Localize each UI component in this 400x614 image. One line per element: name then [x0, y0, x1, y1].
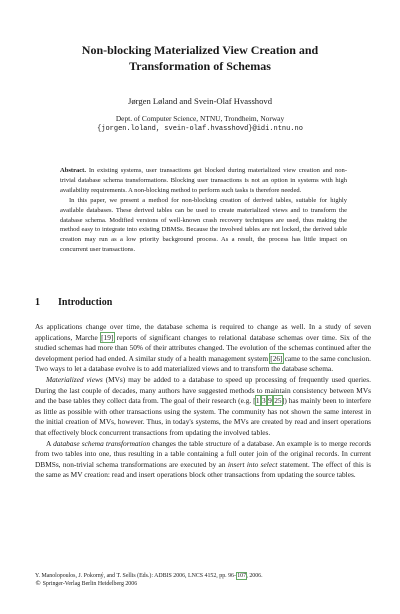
abstract-paragraph-2: In this paper, we present a method for non-blocking creation of derived tables, suitable for highly available databases. These derived tables can be used to create materialized views and to transform the database schema. Modified versions of well-known crash recovery techniques are used, thus making the method easy to integrate into existing DBMSs. Because the involved tables are not locked, the derived table creation may run as a low priority background process. As a result, the process has little impact on concurrent user transactions.	[60, 196, 347, 254]
paragraph-1	[35, 322, 371, 375]
section-title: Introduction	[58, 297, 113, 308]
text-run: ) has mainly been to interfere as little as possible with other transactions using the system. The community has not shown the same interest in the initial creation of MVs, however. Thus, in today's systems, the MVs are created by read and insert operations that effectively block concurrent transactions from updating the involved tables.	[35, 396, 371, 437]
authors: Jørgen Løland and Svein-Olaf Hvasshovd	[128, 96, 272, 106]
footer	[35, 572, 375, 589]
emphasis: Materialized views	[46, 374, 103, 384]
affiliation-block	[30, 114, 370, 134]
section-number: 1	[35, 297, 40, 308]
abstract-text-1: In existing systems, user transactions get blocked during materialized view creation and non-trivial database schema transformations. Blocking user transactions is not an option in systems with high availability requirements. A non-blocking method to perform such tasks is therefore needed.	[60, 167, 347, 194]
copyright-icon: ©	[35, 580, 42, 588]
text-run: Y. Manolopoulos, J. Pokorný, and T. Sellis (Eds.): ADBIS 2006, LNCS 4152, pp. 96–	[35, 573, 237, 579]
footer-copyright	[35, 580, 375, 588]
separator: ,	[272, 396, 274, 406]
publisher-text: Springer-Verlag Berlin Heidelberg 2006	[41, 581, 138, 588]
citation-link[interactable]: 25	[274, 396, 282, 406]
citation-link[interactable]: 1	[255, 396, 260, 406]
paragraph-2	[35, 375, 371, 439]
text-run: As applications change over time, the database schema is required to change as well. In a study of seven applications, Marche	[35, 322, 371, 342]
bracket: ]	[281, 396, 285, 406]
section-heading	[35, 297, 112, 308]
separator: ,	[259, 396, 262, 406]
footer-citation	[35, 572, 375, 580]
page-link[interactable]: 107	[237, 573, 247, 579]
text-run: reports of significant changes to relational database schemas over time. Six of the studied schemas had more than 50% of their attributes changed. The evolution of the schemas continued after the development period had ended. A similar study of a health management system	[35, 332, 371, 363]
text-run: came to the same conclusion. Two ways to let a database evolve is to add materialized views and to transform the database schema.	[35, 353, 371, 374]
emphasis: insert into select	[227, 459, 278, 469]
text-run: , 2006.	[246, 573, 263, 579]
abstract-label: Abstract.	[60, 167, 86, 174]
text-run: A	[46, 438, 54, 448]
paragraph-3	[35, 439, 371, 481]
abstract-paragraph-1	[60, 166, 347, 196]
separator: ,	[265, 396, 268, 406]
bracket: [	[253, 396, 256, 406]
abstract	[60, 166, 347, 255]
text-run: statement. The effect of this is the same as MV creation: read and insert operations block other transactions from updating the source tables.	[35, 459, 372, 480]
text-run: changes the table structure of a database. An example is to merge records from two tables into one, thus resulting in a table containing a full outer join of the original records. In current DBMSs, non-trivial schema transformations are executed by an	[35, 438, 371, 469]
paper-title	[40, 42, 360, 74]
author-emails: {jorgen.loland, svein-olaf.hvasshovd}@idi.ntnu.no	[97, 125, 303, 133]
emphasis: database schema transformation	[53, 438, 150, 448]
citation-link[interactable]: 9	[268, 396, 272, 406]
title-line-1: Non-blocking Materialized View Creation and	[81, 43, 319, 57]
citation-link[interactable]: [19]	[101, 332, 114, 342]
affiliation: Dept. of Computer Science, NTNU, Trondheim, Norway	[115, 114, 285, 123]
title-line-2: Transformation of Schemas	[129, 59, 271, 73]
text-run: (MVs) may be added to a database to speed up processing of frequently used queries. During the last couple of decades, many authors have suggested methods to maintain consistency between MVs and the base tables they collect data from. The goal of their research (e.g.	[35, 374, 371, 406]
citation-link[interactable]: 3	[262, 396, 266, 406]
citation-link[interactable]: [26]	[270, 353, 283, 363]
body-text	[35, 322, 371, 481]
